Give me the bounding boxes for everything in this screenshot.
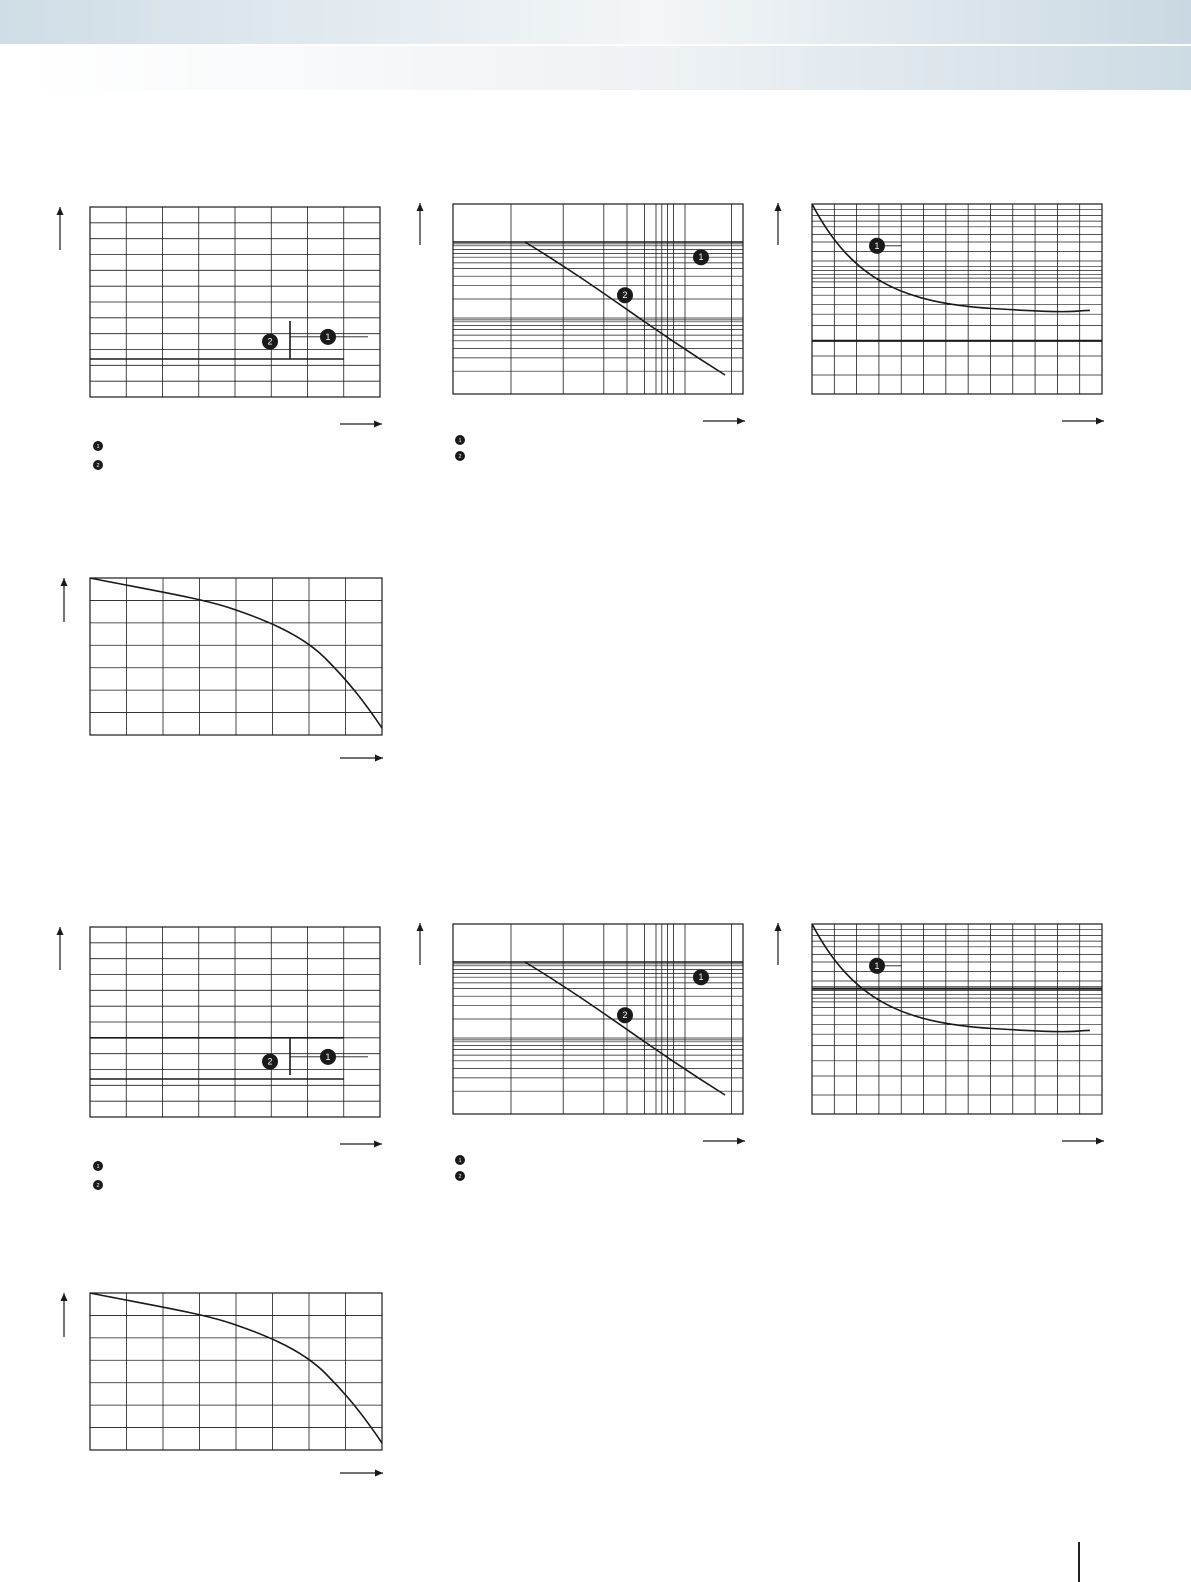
curve-marker: [455, 1155, 465, 1165]
figure-4: [40, 570, 390, 770]
y-axis-arrow-head: [61, 1293, 68, 1301]
curve-marker: [320, 329, 336, 345]
curve-marker: [693, 249, 709, 265]
curve-marker-label: 2: [267, 1056, 273, 1067]
curve-marker-label: 1: [325, 331, 331, 342]
curve-marker-label: 1: [96, 443, 100, 450]
y-axis-arrow-head: [61, 578, 68, 586]
y-axis-arrow-head: [57, 927, 64, 935]
figure-5: [40, 915, 390, 1195]
curve-marker: [262, 334, 278, 350]
figure-2: [405, 195, 755, 470]
curve-marker-label: 2: [96, 462, 100, 469]
figure-7: [765, 915, 1115, 1155]
curve-marker: [869, 238, 885, 254]
curve-marker: [455, 435, 465, 445]
curve-marker-label: 1: [96, 1163, 100, 1170]
plot-frame: [812, 204, 1102, 394]
y-axis-arrow-head: [417, 923, 424, 931]
curve-marker: [869, 958, 885, 974]
x-axis-arrow-head: [375, 1470, 383, 1477]
header-band: [0, 0, 1191, 44]
curve-marker-label: 2: [96, 1182, 100, 1189]
curve-marker: [320, 1049, 336, 1065]
y-axis-arrow-head: [775, 203, 782, 211]
curve-marker: [262, 1054, 278, 1070]
curve-marker: [93, 441, 103, 451]
y-axis-arrow-head: [775, 923, 782, 931]
page-rule: [1078, 1542, 1080, 1582]
curve-marker: [617, 1007, 633, 1023]
curve-marker: [617, 287, 633, 303]
x-axis-arrow-head: [1096, 418, 1104, 425]
y-axis-arrow-head: [57, 207, 64, 215]
subheader-band: [20, 46, 1191, 90]
curve-marker-label: 1: [874, 240, 880, 251]
figure-6: [405, 915, 755, 1190]
curve-marker: [93, 460, 103, 470]
figure-8: [40, 1285, 390, 1485]
curve-marker-label: 2: [458, 453, 462, 460]
x-axis-arrow-head: [374, 1141, 382, 1148]
x-axis-arrow-head: [1096, 1138, 1104, 1145]
curve-marker-label: 1: [698, 972, 704, 983]
curve-marker-label: 1: [458, 1157, 462, 1164]
x-axis-arrow-head: [375, 755, 383, 762]
curve-marker: [455, 1171, 465, 1181]
x-axis-arrow-head: [374, 421, 382, 428]
plot-frame: [812, 924, 1102, 1114]
curve-marker-label: 2: [622, 290, 628, 301]
curve-marker-label: 2: [458, 1173, 462, 1180]
curve-marker-label: 1: [325, 1051, 331, 1062]
curve-marker-label: 1: [874, 960, 880, 971]
curve-marker-label: 1: [458, 437, 462, 444]
curve-marker-label: 2: [267, 336, 273, 347]
curve-marker: [93, 1161, 103, 1171]
curve-marker: [455, 451, 465, 461]
curve-marker: [93, 1180, 103, 1190]
curve-marker-label: 1: [698, 252, 704, 263]
figure-1: [40, 195, 390, 475]
curve-marker: [693, 969, 709, 985]
x-axis-arrow-head: [737, 1138, 745, 1145]
figure-3: [765, 195, 1115, 435]
x-axis-arrow-head: [737, 418, 745, 425]
y-axis-arrow-head: [417, 203, 424, 211]
curve-marker-label: 2: [622, 1010, 628, 1021]
